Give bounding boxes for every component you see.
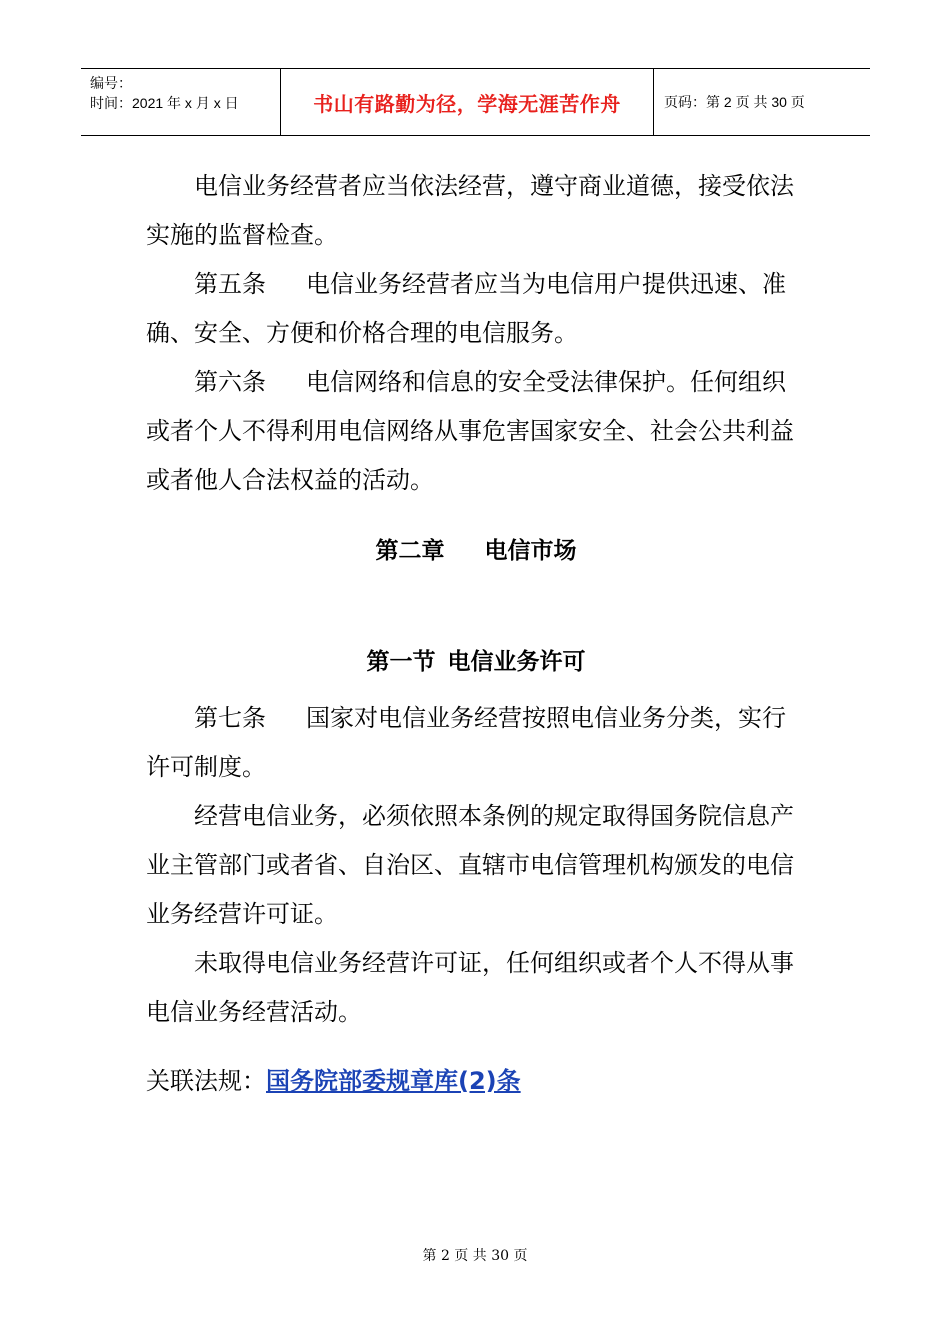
document-header: [81, 68, 870, 136]
chapter-number: 第二章: [375, 538, 445, 564]
paragraph: [146, 162, 806, 260]
article-text: 电信业务经营者应当为电信用户提供迅速、准确、安全、方便和价格合理的电信服务。: [146, 270, 786, 347]
article-text: 电信网络和信息的安全受法律保护。任何组织或者个人不得利用电信网络从事危害国家安全、社会公共利益或者他人合法权益的活动。: [146, 368, 794, 494]
section-title: 电信业务许可: [447, 649, 586, 675]
paragraph-text: 电信业务经营者应当依法经营，遵守商业道德，接受依法实施的监督检查。: [146, 172, 794, 249]
related-regulations: [146, 1057, 806, 1106]
chapter-title: 电信市场: [484, 538, 577, 564]
paragraph: [146, 939, 806, 1037]
paragraph-text: 经营电信业务，必须依照本条例的规定取得国务院信息产业主管部门或者省、自治区、直辖市电信管理机构颁发的电信业务经营许可证。: [146, 802, 794, 928]
article-label: 第七条: [194, 704, 266, 732]
section-number: 第一节: [366, 649, 436, 675]
time-label: 时间：2021 年 x 月 x 日: [90, 95, 239, 111]
header-meta: [81, 69, 281, 135]
section-heading: [146, 642, 806, 682]
paragraph-text: 未取得电信业务经营许可证，任何组织或者个人不得从事电信业务经营活动。: [146, 949, 794, 1026]
paragraph: [146, 792, 806, 939]
document-body: [146, 162, 806, 1106]
article-5: [146, 260, 806, 358]
chapter-heading: [146, 531, 806, 571]
article-label: 第五条: [194, 270, 266, 298]
related-label: 关联法规：: [146, 1067, 266, 1095]
header-motto: 书山有路勤为径，学海无涯苦作舟: [313, 91, 621, 116]
number-label: 编号：: [90, 75, 132, 91]
header-page-info: [654, 69, 870, 135]
article-7: [146, 694, 806, 792]
article-6: [146, 358, 806, 505]
article-label: 第六条: [194, 368, 266, 396]
article-text: 国家对电信业务经营按照电信业务分类，实行许可制度。: [146, 704, 786, 781]
header-motto-cell: [281, 69, 654, 135]
page-footer: [0, 1245, 950, 1265]
footer-page-number: 第 2 页 共 30 页: [422, 1248, 528, 1264]
related-regulations-link[interactable]: 国务院部委规章库(2)条: [266, 1067, 521, 1095]
page-info-text: 页码：第 2 页 共 30 页: [664, 94, 805, 110]
